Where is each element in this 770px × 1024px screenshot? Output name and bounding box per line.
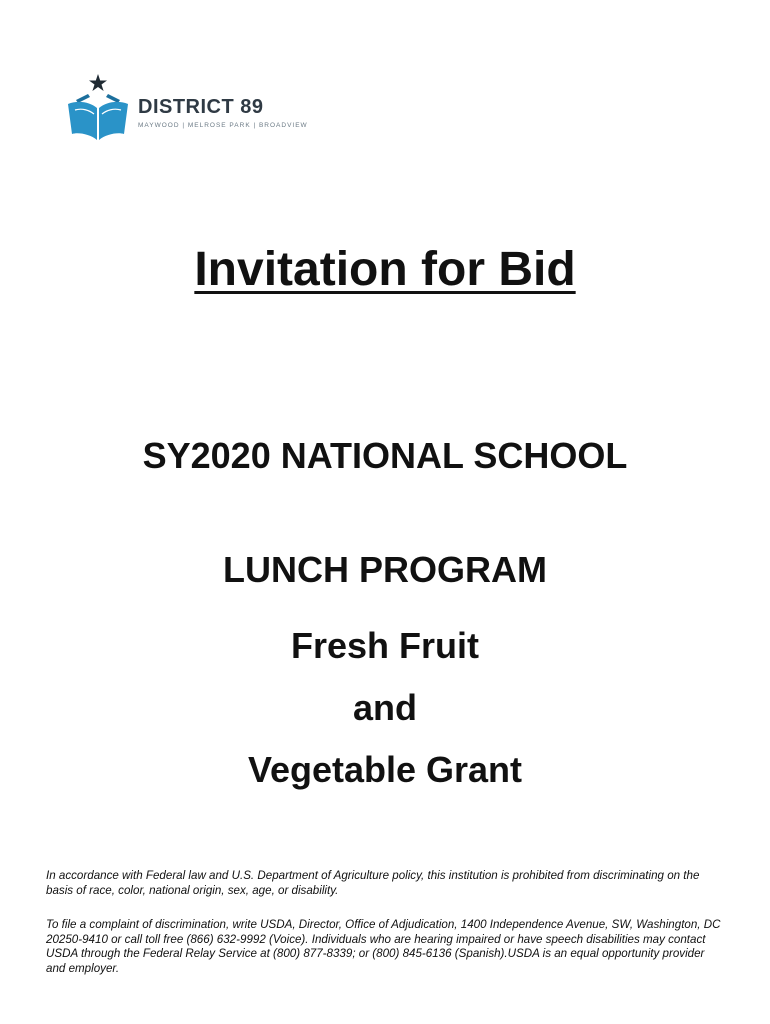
heading-line-3: Fresh Fruit <box>290 625 479 666</box>
open-book-star-icon <box>66 70 130 142</box>
district-logo <box>66 70 308 142</box>
heading-line-4: and <box>352 687 417 728</box>
complaint-instructions: To file a complaint of discrimination, write USDA, Director, Office of Adjudication, 1400 Independence Avenue, SW, Washington, DC 20250-9410 or call toll free (866) 632-9992 (Voice). Individuals who are hearing impaired or have speech disabilities may contact USDA through the Federal Relay Service at (800) 877-8339; or (800) 845-6136 (Spanish).USDA is an equal opportunity provider and employer. <box>46 918 721 975</box>
document-title-text: Invitation for Bid <box>194 243 576 296</box>
logo-name: DISTRICT 89 <box>138 96 264 118</box>
nondiscrimination-notice: In accordance with Federal law and U.S. Department of Agriculture policy, this institution is prohibited from discriminating on the basis of race, color, national origin, sex, age, or disability. <box>46 869 700 897</box>
heading-line-5: Vegetable Grant <box>247 749 523 790</box>
logo-tagline: MAYWOOD | MELROSE PARK | BROADVIEW <box>138 122 308 129</box>
heading-line-1: SY2020 NATIONAL SCHOOL <box>142 435 628 476</box>
heading-line-2: LUNCH PROGRAM <box>223 549 547 590</box>
document-title <box>0 240 770 300</box>
